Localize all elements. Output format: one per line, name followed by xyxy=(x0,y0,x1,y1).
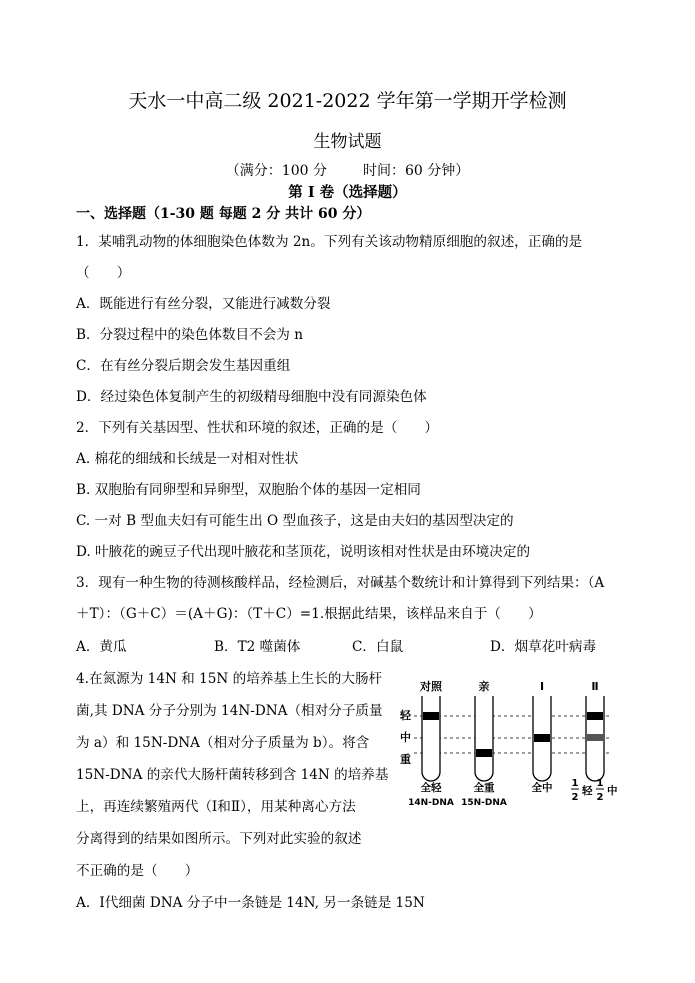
q3-stem-line2: ＋T）：（G＋C）＝(A＋G)：（T＋C）=1.根据此结果，该样品来自于（ ） xyxy=(76,606,542,622)
q1-option-d: D．经过染色体复制产生的初级精母细胞中没有同源染色体 xyxy=(76,389,427,405)
q4-stem-line5: 上，再连续繁殖两代（Ⅰ和Ⅱ），用某种离心方法 xyxy=(76,799,356,815)
band-label-mid: 中 xyxy=(400,731,411,744)
q1-option-a: A．既能进行有丝分裂，又能进行减数分裂 xyxy=(76,296,331,312)
q2-option-a: A. 棉花的细绒和长绒是一对相对性状 xyxy=(76,451,299,467)
q2-option-c: C. 一对 B 型血夫妇有可能生出 O 型血孩子，这是由夫妇的基因型决定的 xyxy=(76,513,514,529)
q4-stem-line2: 菌,其 DNA 分子分别为 14N-DNA（相对分子质量 xyxy=(76,703,383,719)
caption-control-dna: 14N-DNA xyxy=(408,798,454,808)
subject-title: 生物试题 xyxy=(313,132,382,152)
band-label-heavy: 重 xyxy=(400,753,411,766)
section-heading: 一、选择题（1-30 题 每题 2 分 共计 60 分） xyxy=(76,206,371,222)
q1-stem-line1: 1．某哺乳动物的体细胞染色体数为 2n。下列有关该动物精原细胞的叙述，正确的是 xyxy=(76,234,583,250)
band-gen1-mid xyxy=(534,734,550,742)
full-score: （满分：100 分 xyxy=(225,163,327,179)
caption-parent: 全重 xyxy=(473,782,495,794)
header-gen1: Ⅰ xyxy=(539,680,545,693)
centrifuge-tubes-figure xyxy=(392,674,637,814)
caption-control: 全轻 xyxy=(420,782,442,794)
header-control: 对照 xyxy=(420,680,442,693)
q4-stem-line7: 不正确的是（ ） xyxy=(76,863,199,879)
tube-parent xyxy=(475,696,493,781)
q4-stem-line4: 15N-DNA 的亲代大肠杆菌转移到含 14N 的培养基 xyxy=(76,767,389,783)
caption-gen2-frac1-den: 2 xyxy=(571,792,579,803)
q2-option-b: B. 双胞胎有同卵型和异卵型，双胞胎个体的基因一定相同 xyxy=(76,482,421,498)
q3-option-b: B．T2 噬菌体 xyxy=(214,639,301,655)
q4-stem-line1: 4.在氮源为 14N 和 15N 的培养基上生长的大肠杆 xyxy=(76,671,383,687)
q3-stem-line1: 3．现有一种生物的待测核酸样品，经检测后，对碱基个数统计和计算得到下列结果：（A xyxy=(76,575,605,591)
band-control-light xyxy=(423,712,439,720)
band-parent-heavy xyxy=(476,749,492,757)
exam-info xyxy=(0,160,695,180)
q2-stem: 2．下列有关基因型、性状和环境的叙述，正确的是（ ） xyxy=(76,420,439,436)
caption-gen2-frac2-den: 2 xyxy=(596,792,604,803)
tube-control xyxy=(422,696,440,781)
header-parent: 亲 xyxy=(478,680,490,693)
caption-gen2-frac2-num: 1 xyxy=(596,778,604,789)
band-gen2-light xyxy=(587,712,603,720)
q4-option-a: A．Ⅰ代细菌 DNA 分子中一条链是 14N, 另一条链是 15N xyxy=(76,895,425,911)
q3-option-d: D．烟草花叶病毒 xyxy=(490,639,597,655)
band-label-light: 轻 xyxy=(400,709,411,722)
q1-option-b: B．分裂过程中的染色体数目不会为 n xyxy=(76,327,303,343)
q3-option-a: A．黄瓜 xyxy=(76,639,127,655)
q1-stem-line2: （ ） xyxy=(76,265,131,281)
band-gen2-mid xyxy=(587,734,603,741)
exam-time: 时间：60 分钟） xyxy=(362,163,470,179)
q1-option-c: C．在有丝分裂后期会发生基因重组 xyxy=(76,358,291,374)
q3-option-c: C．白鼠 xyxy=(352,639,404,655)
caption-parent-dna: 15N-DNA xyxy=(461,798,507,808)
exam-title: 天水一中高二级 2021-2022 学年第一学期开学检测 xyxy=(128,90,567,112)
caption-gen1: 全中 xyxy=(531,782,553,794)
q2-option-d: D. 叶腋花的豌豆子代出现叶腋花和茎顶花，说明该相对性状是由环境决定的 xyxy=(76,544,531,560)
part-heading: 第 I 卷（选择题） xyxy=(288,184,407,201)
caption-gen2-mid: 中 xyxy=(607,785,618,797)
header-gen2: Ⅱ xyxy=(591,680,599,693)
caption-gen2-light: 轻 xyxy=(582,785,593,797)
caption-gen2-frac1-num: 1 xyxy=(571,778,579,789)
q4-stem-line3: 为 a）和 15N-DNA（相对分子质量为 b）。将含 xyxy=(76,735,370,751)
q4-stem-line6: 分离得到的结果如图所示。下列对此实验的叙述 xyxy=(76,831,362,847)
